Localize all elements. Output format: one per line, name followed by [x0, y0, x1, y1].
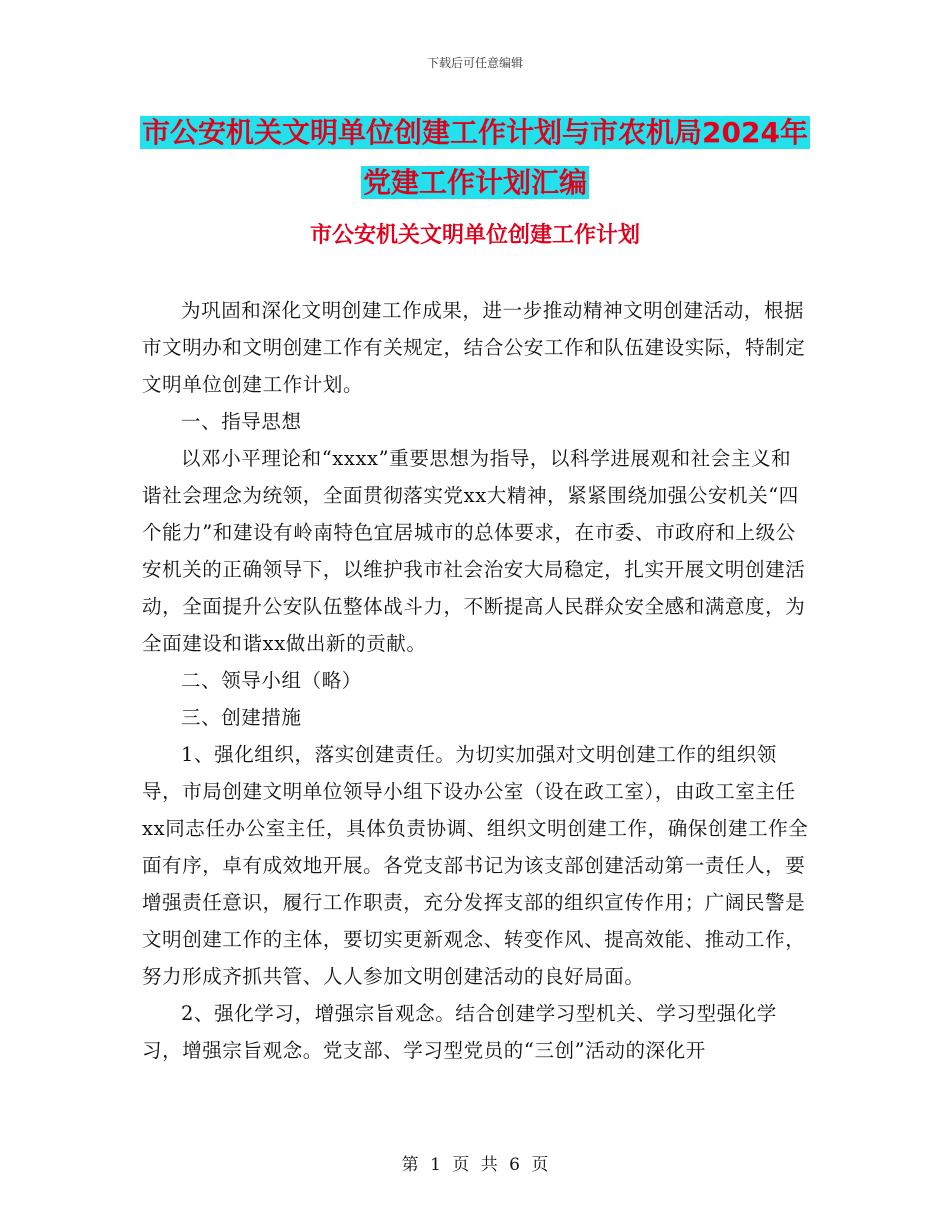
main-title-line-1: 市公安机关文明单位创建工作计划与市农机局2024年: [142, 116, 808, 149]
document-body: [142, 292, 810, 1069]
page-number-footer: 第 1 页 共 6 页: [401, 1155, 549, 1175]
intro-paragraph: 为巩固和深化文明创建工作成果，进一步推动精神文明创建活动，根据市文明办和文明创建工作有关规定，结合公安工作和队伍建设实际，特制定文明单位创建工作计划。: [142, 299, 806, 396]
measure-2-paragraph: 2、强化学习，增强宗旨观念。结合创建学习型机关、学习型强化学习，增强宗旨观念。党支部、学习型党员的“三创”活动的深化开: [142, 1002, 777, 1062]
main-title-line-2: 党建工作计划汇编: [362, 166, 587, 199]
measure-1-paragraph: 1、强化组织，落实创建责任。为切实加强对文明创建工作的组织领导，市局创建文明单位领导小组下设办公室（设在政工室），由政工室主任xx同志任办公室主任，具体负责协调、组织文明创建工作，确保创建工作全面有序，卓有成效地开展。各党支部书记为该支部创建活动第一责任人，要增强责任意识，履行工作职责，充分发挥支部的组织宣传作用；广阔民警是文明创建工作的主体，要切实更新观念、转变作风、提高效能、推动工作，努力形成齐抓共管、人人参加文明创建活动的良好局面。: [142, 743, 809, 988]
page-header-note: 下载后可任意编辑: [426, 56, 523, 70]
heading-leadership-group: 二、领导小组（略）: [181, 669, 362, 692]
section-title: 市公安机关文明单位创建工作计划: [309, 223, 640, 248]
heading-measures: 三、创建措施: [181, 706, 302, 729]
document-main-title: [0, 108, 950, 208]
guiding-ideology-paragraph: 以邓小平理论和“xxxx”重要思想为指导，以科学进展观和社会主义和谐社会理念为统领，全面贯彻落实党xx大精神，紧紧围绕加强公安机关“四个能力”和建设有岭南特色宜居城市的总体要求，在市委、市政府和上级公安机关的正确领导下，以维护我市社会治安大局稳定，扎实开展文明创建活动，全面提升公安队伍整体战斗力，不断提高人民群众安全感和满意度，为全面建设和谐xx做出新的贡献。: [142, 447, 806, 655]
heading-guiding-ideology: 一、指导思想: [181, 410, 302, 433]
